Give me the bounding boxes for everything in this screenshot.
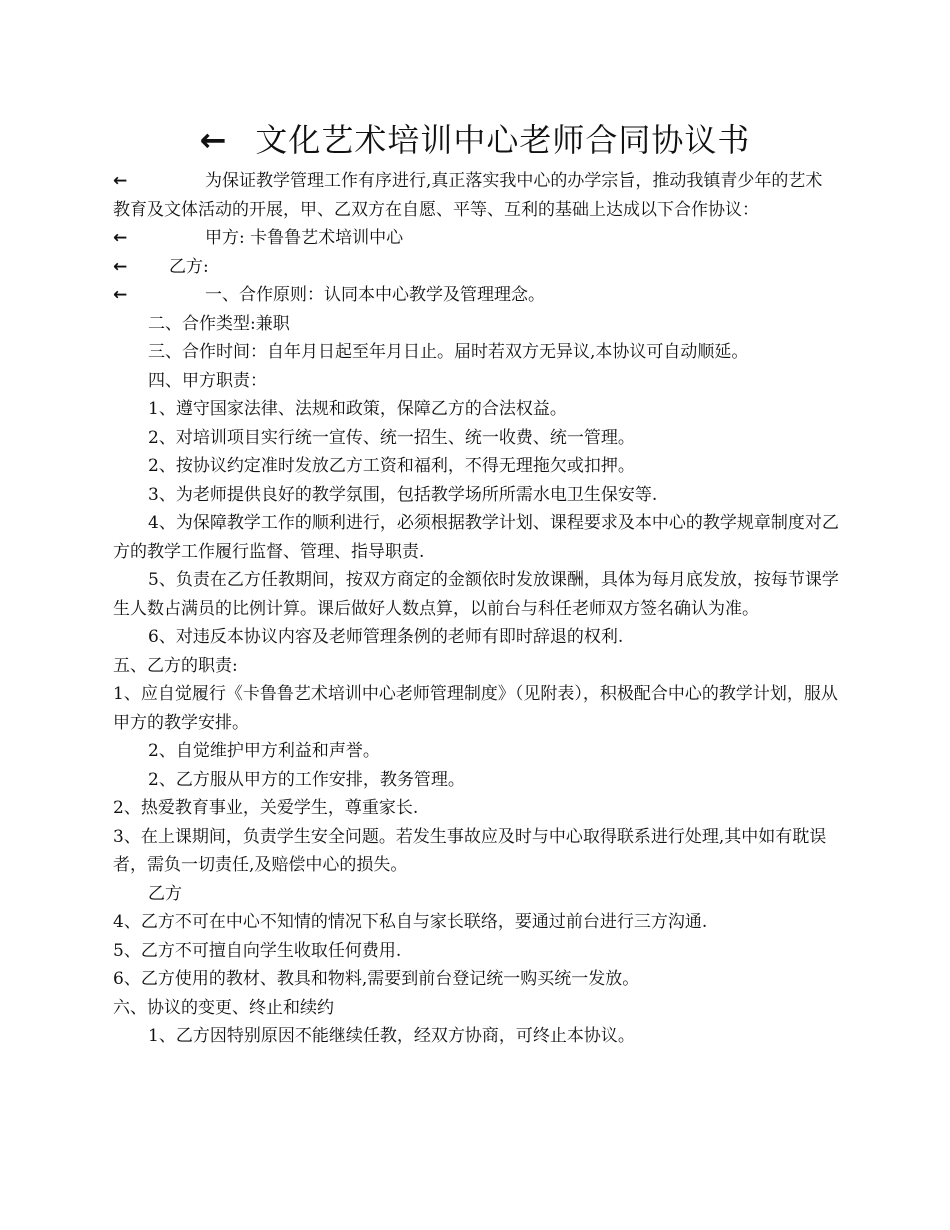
list-item: 1、应自觉履行《卡鲁鲁艺术培训中心老师管理制度》（见附表），积极配合中心的教学计划，服从甲方的教学安排。: [113, 684, 838, 733]
document-body: [113, 167, 839, 1051]
paragraph-intro: ← 为保证教学管理工作有序进行,真正落实我中心的办学宗旨，推动我镇青少年的艺术教育及文体活动的开展，甲、乙双方在自愿、平等、互利的基础上达成以下合作协议：: [113, 167, 839, 224]
list-item: 5、负责在乙方任教期间，按双方商定的金额依时发放课酬，具体为每月底发放，按每节课学生人数占满员的比例计算。课后做好人数点算，以前台与科任老师双方签名确认为准。: [113, 570, 839, 619]
list-item: 4、乙方不可在中心不知情的情况下私自与家长联络，要通过前台进行三方沟通.: [113, 912, 708, 932]
list-item: 6、乙方使用的教材、教具和物料,需要到前台登记统一购买统一发放。: [113, 969, 640, 989]
title-text: 文化艺术培训中心老师合同协议书: [255, 121, 751, 159]
return-arrow-icon: ←: [113, 256, 128, 277]
section-heading: 六、协议的变更、终止和续约: [113, 997, 334, 1018]
section-heading: 四、甲方职责：: [148, 370, 267, 391]
section-heading: ← 一、合作原则：认同本中心教学及管理理念。: [113, 281, 839, 310]
list-item: 5、乙方不可擅自向学生收取任何费用.: [113, 940, 402, 961]
list-item: 3、为老师提供良好的教学氛围，包括教学场所所需水电卫生保安等.: [148, 484, 658, 505]
return-arrow-icon: ←: [113, 171, 128, 191]
list-item: 1、遵守国家法律、法规和政策，保障乙方的合法权益。: [148, 399, 567, 419]
list-item: 2、自觉维护甲方利益和声誉。: [148, 741, 380, 761]
list-item: 2、热爱教育事业，关爱学生，尊重家长.: [113, 798, 419, 818]
return-arrow-icon: ←: [199, 121, 228, 159]
return-arrow-icon: ←: [113, 285, 128, 305]
section-heading: 三、合作时间：自年月日起至年月日止。届时若双方无异议,本协议可自动顺延。: [148, 342, 749, 362]
section-heading: 二、合作类型:兼职: [148, 313, 290, 334]
list-item: 1、乙方因特别原因不能继续任教，经双方协商，可终止本协议。: [148, 1026, 635, 1046]
document-title: [0, 118, 950, 162]
list-item: 2、对培训项目实行统一宣传、统一招生、统一收费、统一管理。: [148, 427, 635, 448]
list-item: 乙方: [148, 883, 182, 904]
list-item: 6、对违反本协议内容及老师管理条例的老师有即时辞退的权利.: [148, 627, 624, 647]
section-heading: 五、乙方的职责:: [113, 655, 238, 676]
list-item: 2、乙方服从甲方的工作安排，教务管理。: [148, 769, 465, 790]
list-item: 4、为保障教学工作的顺利进行，必须根据教学计划、课程要求及本中心的教学规章制度对乙方的教学工作履行监督、管理、指导职责.: [113, 513, 839, 562]
return-arrow-icon: ←: [113, 228, 128, 248]
list-item: 3、在上课期间，负责学生安全问题。若发生事故应及时与中心取得联系进行处理,其中如有耽误者，需负一切责任,及赔偿中心的损失。: [113, 826, 827, 875]
paragraph-party-a: ← 甲方: 卡鲁鲁艺术培训中心: [113, 224, 839, 253]
paragraph-party-b: ← 乙方:: [113, 253, 839, 282]
list-item: 2、按协议约定准时发放乙方工资和福利，不得无理拖欠或扣押。: [148, 456, 635, 476]
